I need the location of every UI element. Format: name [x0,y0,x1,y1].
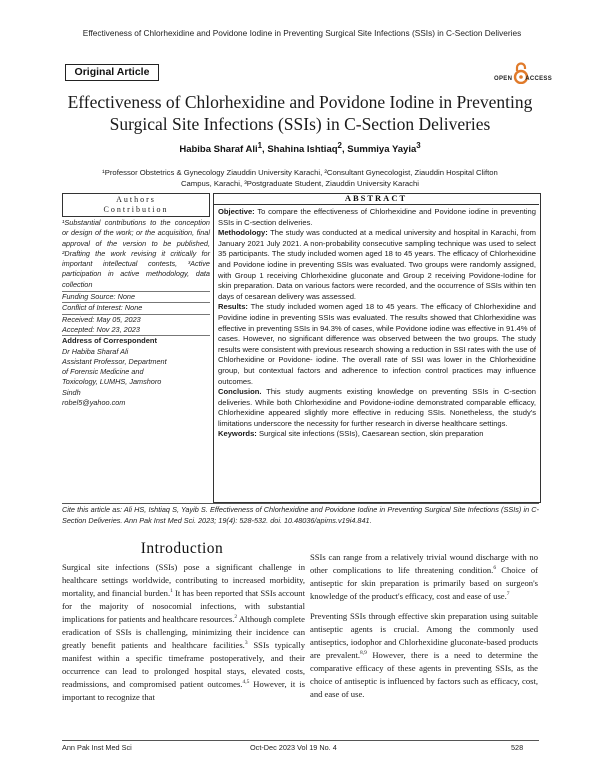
intro-text-1: Surgical site infections (SSIs) pose a significant challenge in healthcare settings worldwide, contributing to increased morbidity, mortality, and financial burden. [62,562,305,598]
intro-text-9: However, there is a need to determine the comparative efficacy of these agents in preventing SSIs, as the choice of antiseptic is influenced by factors such as efficacy, cost, and ease of use. [310,650,538,699]
ref-8-9[interactable]: 8,9 [360,650,367,657]
author-1-sup: 1 [257,141,263,150]
results-label: Results: [218,302,248,312]
abstract-heading: ABSTRACT [213,193,539,205]
author-3: , Summiya Yayia [341,144,417,156]
contribution-heading [62,193,210,217]
access-word: ACCESS [525,76,553,82]
footer-journal: Ann Pak Inst Med Sci [62,743,132,752]
author-3-sup: 3 [416,141,421,150]
contribution-heading-line-2: Contribution [103,205,169,214]
ref-7[interactable]: 7 [506,591,510,598]
introduction-heading: Introduction [140,540,224,557]
ref-4-5[interactable]: 4,5 [242,679,250,686]
open-word: OPEN [494,76,513,82]
abstract-results [218,302,536,387]
intro-text-5: However, it is important to recognize that [62,679,305,702]
author-2: , Shahina Ishtiaq [262,144,338,156]
intro-text-8: Preventing SSIs through effective skin preparation using suitable antiseptic agents is crucial. Among the commonly used antiseptics, iodophor and Chlorhexidine gluconate-based products are prevalent. [310,611,538,660]
ref-3[interactable]: 3 [244,640,248,647]
correspondent-email[interactable]: robel5@yahoo.com [62,398,126,408]
results-text: The study included women aged 18 to 45 years. The efficacy of Chlorhexidine and Povidine iodine in preventing SSIs was evaluated. The results showed that Chlorhexidine was effective in preventing SSIs in 94.3% of cases, while Povidone iodine was effective in 91.4% of cases. However, no significant difference was observed between the two groups. The study results were consistent with previous research showing a reduction in SSI rates with the use of Chlorhexidine or Povidone- iodine. The overall rate of SSI was lower in the Chlorhexidine group, but contextual factors and adherence to infection control practices may influence outcomes. [218,302,536,386]
correspondent-label: Address of Correspondent [62,336,158,346]
intro-text-4: SSIs typically manifest within a specific timeframe postoperatively, and their occurrence can lead to prolonged hospital stays, elevated costs, readmissions, and compromised patient outcomes. [62,640,306,689]
ref-6[interactable]: 6 [493,565,497,572]
intro-paragraph-3 [310,610,538,701]
contribution-heading-line-1: Authors [116,195,156,204]
funding-source: Funding Source: None [62,292,210,303]
title-line-2: Surgical Site Infections (SSIs) in C-Section Deliveries [109,114,491,134]
intro-text-7: Choice of antiseptic for skin preparation is primarily based on surgeon's knowledge of the product's efficacy, cost and ease of use. [310,565,538,601]
page-number: 528 [511,743,524,752]
accepted-date: Accepted: Nov 23, 2023 [62,325,210,336]
affiliation-line-1: ¹Professor Obstetrics & Gynecology Ziauddin University Karachi, ²Consultant Gynecologist, Ziauddin Hospital Clifton [102,168,498,177]
objective-label: Objective: [218,207,255,216]
affiliation-line-2: Campus, Karachi, ³Postgraduate Student, Ziauddin University Karachi [180,179,419,189]
intro-paragraph-2 [310,551,538,603]
correspondent-title: Assistant Professor, Department [62,356,167,366]
keywords-label: Keywords: [218,429,257,439]
affiliations [60,167,540,190]
footer-issue: Oct-Dec 2023 Vol 19 No. 4 [250,743,337,752]
abstract-body [218,207,536,440]
keywords-text: Surgical site infections (SSIs), Caesarean section, skin preparation [256,429,484,439]
author-2-sup: 2 [337,141,342,150]
citation: Cite this article as: Ali HS, Ishtiaq S, Yayib S. Effectiveness of Chlorhexidine and Povidone Iodine in Preventing Surgical Site Infections (SSIs) in C-Section Deliveries. Ann Pak Inst Med Sci. 2023; 19(4): 528-532. doi. 10.48036/apims.v19i4.841. [62,505,539,525]
correspondent-institution: Toxicology, LUMHS, Jamshoro [62,377,162,387]
conclusion-label: Conclusion. [218,387,262,397]
citation-divider [62,503,539,504]
intro-paragraph-1 [62,561,305,704]
received-date: Received: May 05, 2023 [62,314,141,324]
abstract-methodology [218,228,536,302]
correspondent-province: Sindh [62,387,81,397]
conclusion-text: This study augments existing knowledge on preventing SSIs in C-section deliveries. While both Chlorhexidine and Povidone-iodine demonstrated comparable efficacy, Chlorhexidine appeared slightly more effective in reducing SSIs. Nonetheless, the study's limitations underscore the necessity for further research in diverse healthcare settings. [218,387,536,428]
conflict-of-interest: Conflict of Interest: None [62,303,210,314]
running-head: Effectiveness of Chlorhexidine and Povidone Iodine in Preventing Surgical Site Infections (SSIs) in C-Section Deliveries [82,28,522,38]
methodology-text: The study was conducted at a medical university and hospital in Karachi, from January 2021 July 2021. A non-probability consecutive sampling technique was used to select 35 participants. The study included women aged 18 to 45 years. The efficacy of Chlorhexidine and Povidone iodine in preventing SSIs was evaluated. Two groups were randomly assigned, with Group 1 receiving Chlorhexidine gluconate and Group 2 receiving Povidone-Iodine for skin preparation. Data on various factors were recorded, and the occurrence of SSIs within ten days of cesarean delivery was assessed. [218,228,536,301]
article-type-label: Original Article [65,64,159,81]
correspondent-dept: of Forensic Medicine and [62,367,144,377]
article-title [40,91,560,135]
open-access-text [494,76,562,82]
intro-left-column [62,561,305,711]
abstract-objective [218,207,536,228]
intro-text-3: Although complete eradication of SSIs is challenging, minimizing their incidence can greatly benefit patients and healthcare facilities. [62,614,305,650]
author-list [40,141,560,155]
correspondent-name: Dr Habiba Sharaf Ali [62,346,129,356]
footer-divider [62,740,539,741]
ref-2[interactable]: 2 [234,614,238,621]
contribution-text: ¹Substantial contributions to the conception or design of the work; or the acquisition, final approval of the version to be published, ²Drafting the work revising it critically for important intellectual contests, ³Active participation in active methodology, data collection [62,218,210,292]
ref-1[interactable]: 1 [170,588,173,595]
intro-text-2: It has been reported that SSIs account for the majority of nosocomial infections, with substantial implications for patients and healthcare resources. [62,588,305,624]
author-1: Habiba Sharaf Ali [179,144,258,156]
intro-right-column [310,551,538,708]
intro-text-6: SSIs can range from a relatively trivial wound discharge with no other complications to life threatening condition. [310,552,538,575]
article-info-sidebar [62,193,210,408]
open-access-logo [494,62,562,90]
title-line-1: Effectiveness of Chlorhexidine and Povidone Iodine in Preventing [67,92,533,112]
objective-text: To compare the effectiveness of Chlorhexidine and Povidone iodine in preventing SSIs in C-section deliveries. [218,207,536,227]
abstract-conclusion [218,387,536,429]
abstract-keywords [218,429,536,440]
methodology-label: Methodology: [218,228,268,238]
